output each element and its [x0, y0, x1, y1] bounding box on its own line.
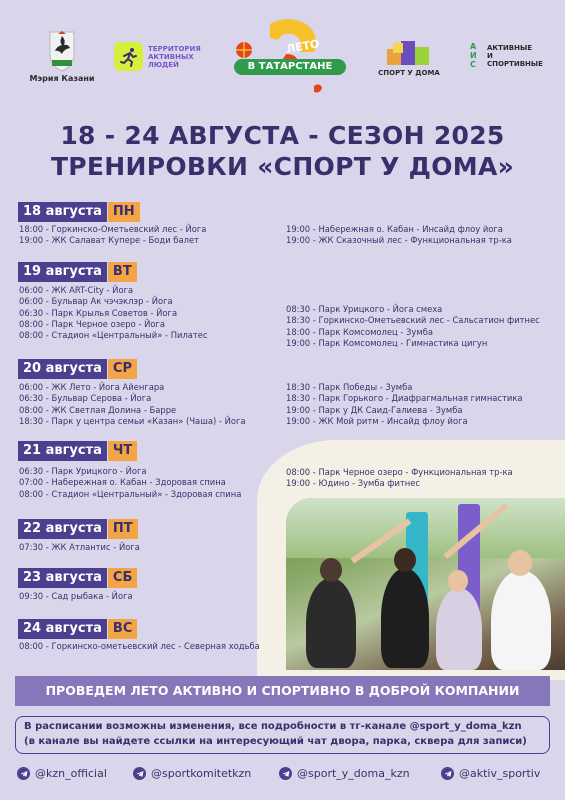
day-label [18, 619, 137, 639]
schedule-entry: 18:00 - Горкинско-Ометьевский лес - Йога [19, 224, 207, 234]
headline-dates: 18 - 24 АВГУСТА - СЕЗОН 2025 [60, 121, 505, 150]
schedule-entry: 07:30 - ЖК Атлантис - Йога [19, 542, 140, 552]
schedule-entry: 06:30 - Парк Урицкого - Йога [19, 466, 147, 476]
telegram-icon [17, 767, 30, 780]
schedule-column-right [286, 304, 540, 349]
schedule-entry: 18:30 - Парк Горького - Диафрагмальная гимнастика [286, 393, 523, 404]
summer-bottom-label: В ТАТАРСТАНЕ [247, 61, 333, 72]
schedule-entry: 08:00 - Стадион «Центральный» - Пилатес [19, 330, 208, 341]
schedule-entry: 19:00 - Юдино - Зумба фитнес [286, 478, 421, 489]
day-weekday: ПТ [108, 519, 138, 539]
day-date: 23 августа [18, 568, 107, 588]
day-date: 18 августа [18, 202, 107, 222]
mayor-label: Мэрия Казани [29, 74, 95, 83]
day-label [18, 202, 140, 222]
schedule-entry: 06:30 - Парк Крылья Советов - Йога [19, 307, 178, 318]
day-weekday: ПН [108, 202, 140, 222]
schedule-entry: 09:30 - Сад рыбака - Йога [19, 591, 133, 601]
territory-line-1: ТЕРРИТОРИЯ [148, 44, 201, 53]
day-date: 24 августа [18, 619, 107, 639]
telegram-icon [279, 767, 292, 780]
schedule-entry: 08:00 - Горкинско-ометьевский лес - Северная ходьба [19, 641, 260, 651]
day-weekday: СР [108, 359, 137, 379]
schedule-entry: 06:00 - ЖК ART-City - Йога [19, 285, 134, 295]
day-weekday: ВТ [108, 262, 137, 282]
schedule-column-left [19, 641, 260, 652]
active-line-1: АКТИВНЫЕ [487, 43, 533, 52]
social-link-sportkomitet[interactable] [133, 767, 251, 780]
summer-top-label: ЛЕТО [285, 37, 321, 56]
schedule-column-right [286, 224, 512, 247]
schedule-entry: 18:00 - Парк Комсомолец - Зумба [286, 326, 434, 337]
schedule-entry: 19:00 - ЖК Салават Купере - Боди балет [19, 235, 199, 246]
day-label [18, 568, 137, 588]
telegram-icon [133, 767, 146, 780]
running-person-icon [114, 42, 143, 71]
social-handle: @aktiv_sportiv [459, 767, 541, 780]
schedule-entry: 06:00 - Бульвар Ак чэчэклэр - Йога [19, 296, 173, 307]
day-weekday: СБ [108, 568, 137, 588]
schedule-column-left [19, 542, 140, 553]
summer-tatarstan-emblem-icon [228, 14, 352, 100]
day-label [18, 262, 137, 282]
schedule-entry: 08:00 - ЖК Светлая Долина - Барре [19, 404, 177, 415]
schedule-entry: 19:00 - ЖК Мой ритм - Инсайд флоу йога [286, 415, 468, 426]
social-handle: @sport_y_doma_kzn [297, 767, 410, 780]
day-date: 21 августа [18, 441, 107, 461]
day-label [18, 519, 138, 539]
kazan-coat-of-arms-icon [47, 30, 77, 72]
active-sporty-logo [470, 42, 543, 69]
schedule-column-left [19, 466, 241, 500]
logo-bar [0, 0, 565, 100]
schedule-entry: 07:00 - Набережная о. Кабан - Здоровая спина [19, 477, 226, 488]
active-line-3: СПОРТИВНЫЕ [487, 59, 543, 68]
day-label [18, 359, 137, 379]
territory-line-2: АКТИВНЫХ [148, 52, 194, 61]
social-handle: @kzn_official [35, 767, 107, 780]
social-link-kzn-official[interactable] [17, 767, 107, 780]
schedule-entry: 19:00 - ЖК Сказочный лес - Функциональная тр-ка [286, 235, 512, 246]
schedule-column-left [19, 285, 208, 341]
summer-tatarstan-logo [228, 14, 352, 100]
social-link-sport-y-doma[interactable] [279, 767, 410, 780]
notice-line-1: В расписании возможны изменения, все подробности в тг-канале @sport_y_doma_kzn [24, 721, 522, 732]
headline-title: ТРЕНИРОВКИ «СПОРТ У ДОМА» [50, 152, 515, 181]
day-date: 20 августа [18, 359, 107, 379]
social-link-aktiv-sportiv[interactable] [441, 767, 540, 780]
schedule-column-left [19, 382, 246, 427]
schedule-entry: 08:00 - Парк Черное озеро - Функциональная тр-ка [286, 467, 513, 477]
schedule-column-left [19, 224, 206, 247]
schedule-entry: 18:30 - Парк у центра семьи «Казан» (Чаша) - Йога [19, 415, 246, 426]
schedule-entry: 19:00 - Набережная о. Кабан - Инсайд флоу йога [286, 224, 503, 234]
social-handle: @sportkomitetkzn [151, 767, 252, 780]
territory-logo [114, 42, 201, 71]
day-weekday: ВС [108, 619, 137, 639]
social-links [0, 767, 565, 783]
schedule-entry: 08:30 - Парк Урицкого - Йога смеха [286, 304, 443, 314]
kazan-mayor-logo [22, 30, 102, 83]
blocks-house-icon [381, 37, 437, 69]
active-line-2: И [487, 51, 493, 60]
active-sporty-mark: А И С [470, 42, 477, 69]
schedule-entry: 18:30 - Парк Победы - Зумба [286, 382, 413, 392]
schedule-entry: 06:00 - ЖК Лето - Йога Айенгара [19, 382, 165, 392]
sport-at-home-label: СПОРТ У ДОМА [378, 69, 440, 77]
schedule-entry: 08:00 - Стадион «Центральный» - Здоровая спина [19, 488, 242, 499]
schedule-column-right [286, 467, 513, 490]
schedule-entry: 19:00 - Парк у ДК Саид-Галиева - Зумба [286, 404, 463, 415]
sport-at-home-logo [378, 37, 440, 77]
schedule-column-right [286, 382, 523, 427]
territory-line-3: ЛЮДЕЙ [148, 60, 179, 69]
schedule-notice [15, 716, 550, 754]
group-photo [286, 498, 565, 670]
notice-line-2: (в канале вы найдете ссылки на интересующий чат двора, парка, сквера для записи) [24, 736, 527, 747]
slogan-banner: ПРОВЕДЕМ ЛЕТО АКТИВНО И СПОРТИВНО В ДОБРОЙ КОМПАНИИ [15, 676, 550, 706]
day-label [18, 441, 137, 461]
schedule-entry: 08:00 - Парк Черное озеро - Йога [19, 318, 166, 329]
day-date: 19 августа [18, 262, 107, 282]
schedule-entry: 06:30 - Бульвар Серова - Йога [19, 393, 152, 404]
day-date: 22 августа [18, 519, 107, 539]
schedule-entry: 18:30 - Горкинско-Ометьевский лес - Сальсатион фитнес [286, 315, 540, 326]
schedule-entry: 19:00 - Парк Комсомолец - Гимнастика цигун [286, 337, 488, 348]
schedule-column-left [19, 591, 133, 602]
day-weekday: ЧТ [108, 441, 137, 461]
telegram-icon [441, 767, 454, 780]
